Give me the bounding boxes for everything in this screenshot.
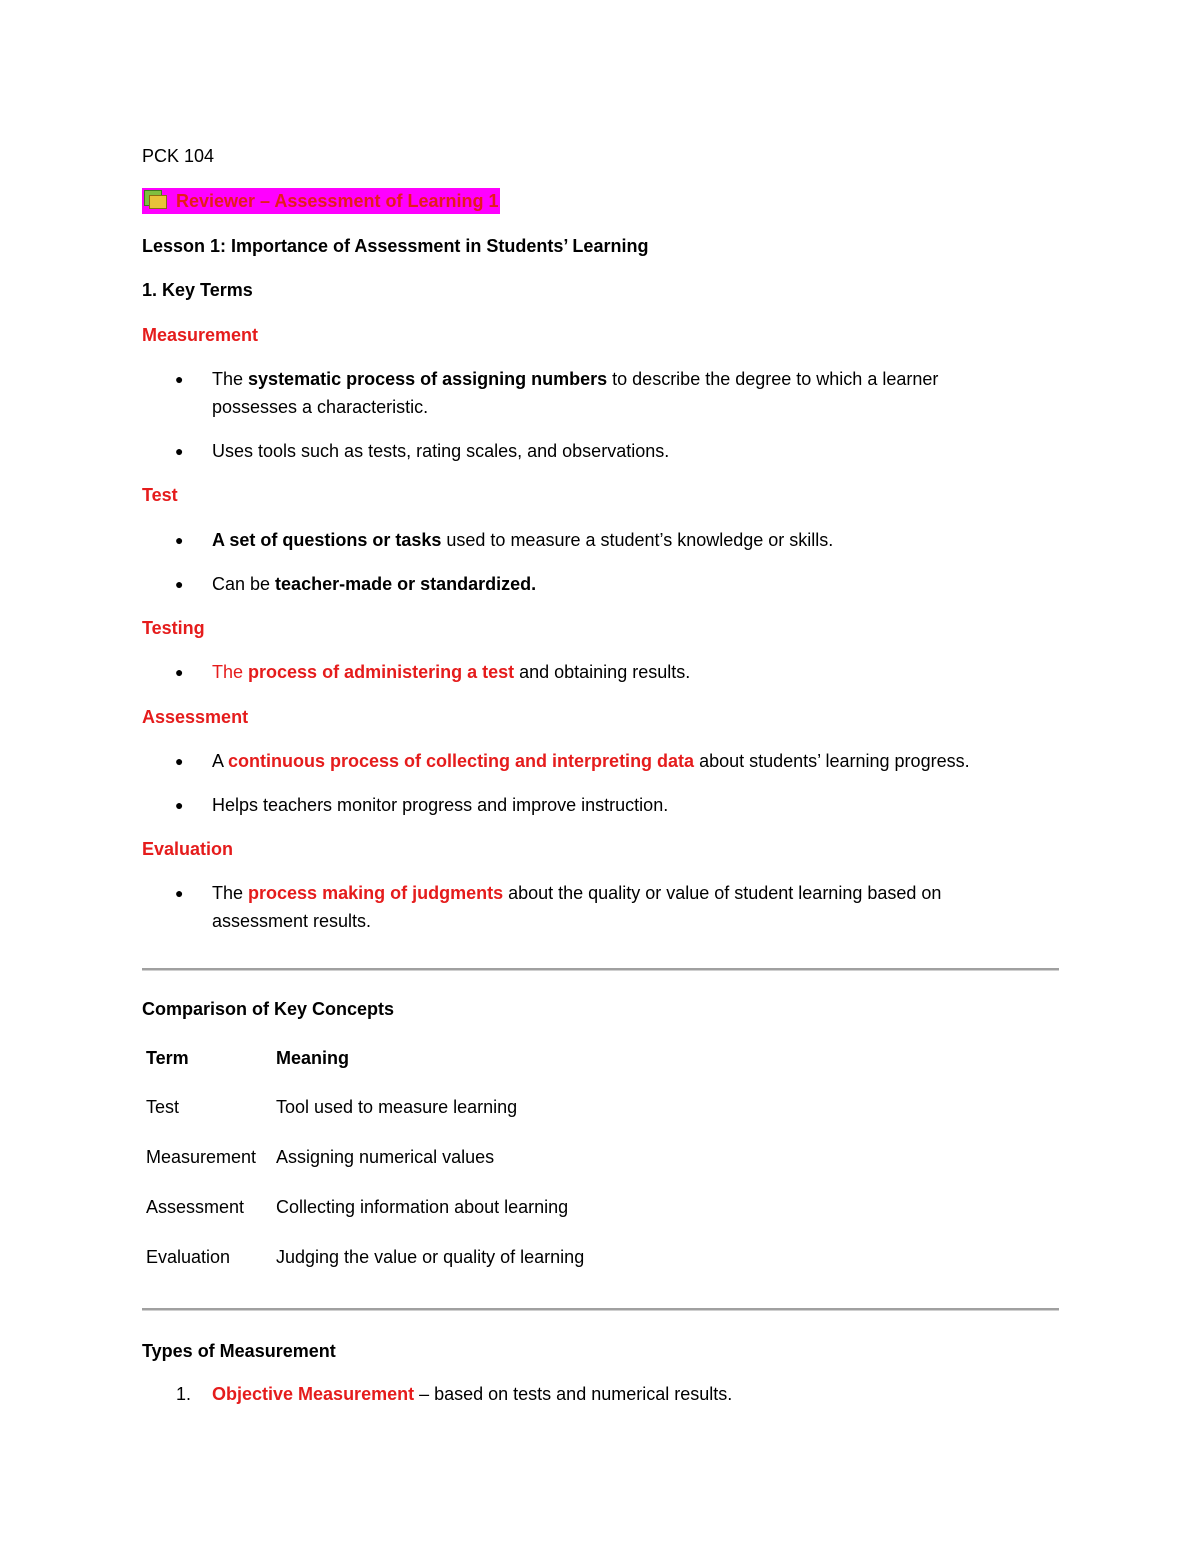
bullet-dot: ● bbox=[175, 885, 184, 901]
bullet-dot: ● bbox=[175, 443, 184, 459]
types-heading: Types of Measurement bbox=[142, 1341, 336, 1361]
assessment-bullet-1: A continuous process of collecting and interpreting data about students’ learning progress. bbox=[212, 751, 970, 771]
term-heading-testing: Testing bbox=[142, 618, 205, 638]
testing-bullet-1: The process of administering a test and obtaining results. bbox=[212, 662, 691, 682]
title-highlight bbox=[142, 188, 500, 214]
table-cell: Tool used to measure learning bbox=[276, 1097, 518, 1117]
term-heading-assessment: Assessment bbox=[142, 707, 249, 727]
term-heading-measurement: Measurement bbox=[142, 325, 259, 345]
document-title bbox=[142, 188, 500, 214]
list-item-number: 1. bbox=[176, 1384, 192, 1404]
assessment-bullet-2: Helps teachers monitor progress and improve instruction. bbox=[212, 795, 669, 815]
term-heading-evaluation: Evaluation bbox=[142, 839, 234, 859]
measurement-bullet-1: The systematic process of assigning numbers to describe the degree to which a learner bbox=[212, 369, 939, 389]
table-header-cell: Meaning bbox=[276, 1048, 350, 1068]
bullet-dot: ● bbox=[175, 576, 184, 592]
measurement-bullet-2: Uses tools such as tests, rating scales, and observations. bbox=[212, 441, 670, 461]
table-header-cell: Term bbox=[146, 1048, 189, 1068]
term-heading-test: Test bbox=[142, 485, 178, 505]
list-item: Objective Measurement – based on tests and numerical results. bbox=[212, 1384, 733, 1404]
evaluation-bullet-1: The process making of judgments about the quality or value of student learning based on bbox=[212, 883, 942, 903]
horizontal-rule bbox=[142, 968, 1059, 971]
bullet-dot: ● bbox=[175, 753, 184, 769]
table-cell: Evaluation bbox=[146, 1247, 231, 1267]
table-cell: Judging the value or quality of learning bbox=[276, 1247, 585, 1267]
bullet-dot: ● bbox=[175, 664, 184, 680]
bullet-dot: ● bbox=[175, 532, 184, 548]
table-cell: Measurement bbox=[146, 1147, 257, 1167]
bullet-dot: ● bbox=[175, 797, 184, 813]
key-terms-heading: 1. Key Terms bbox=[142, 280, 253, 300]
measurement-bullet-1-cont: possesses a characteristic. bbox=[212, 397, 429, 417]
table-cell: Test bbox=[146, 1097, 180, 1117]
test-bullet-2: Can be teacher-made or standardized. bbox=[212, 574, 537, 594]
lesson-title: Lesson 1: Importance of Assessment in Students’ Learning bbox=[142, 236, 649, 256]
course-code: PCK 104 bbox=[142, 146, 215, 166]
horizontal-rule bbox=[142, 1308, 1059, 1311]
test-bullet-1: A set of questions or tasks used to measure a student’s knowledge or skills. bbox=[212, 530, 834, 550]
table-cell: Assigning numerical values bbox=[276, 1147, 495, 1167]
title-text: Reviewer – Assessment of Learning 1 bbox=[176, 191, 499, 211]
books-icon bbox=[144, 190, 168, 210]
comparison-heading: Comparison of Key Concepts bbox=[142, 999, 395, 1019]
table-cell: Assessment bbox=[146, 1197, 245, 1217]
bullet-dot: ● bbox=[175, 371, 184, 387]
evaluation-bullet-1-cont: assessment results. bbox=[212, 911, 372, 931]
table-cell: Collecting information about learning bbox=[276, 1197, 569, 1217]
